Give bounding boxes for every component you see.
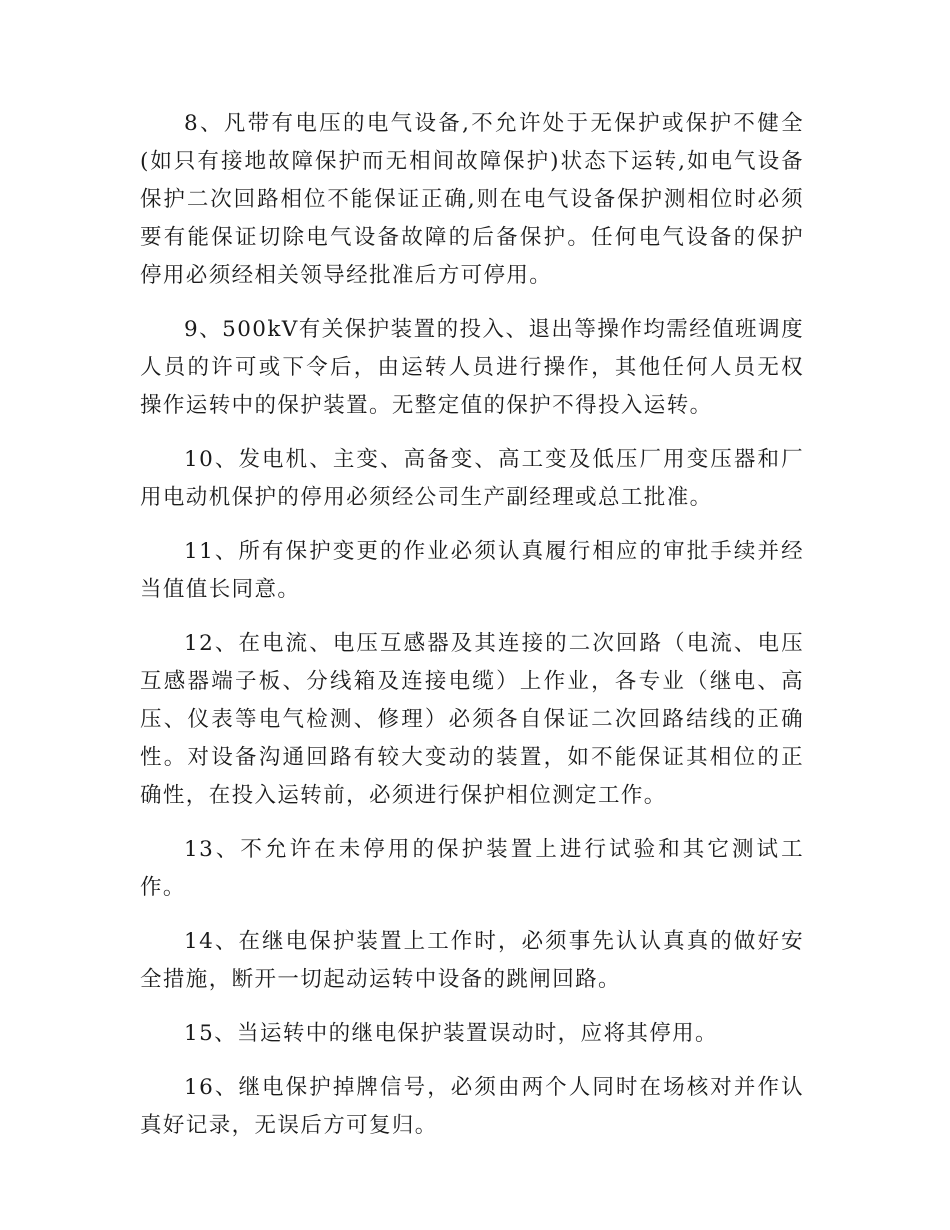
- paragraph-item-14: 14、在继电保护装置上工作时，必须事先认认真真的做好安全措施，断开一切起动运转中设备的跳闸回路。: [140, 929, 804, 992]
- paragraph-item-16: 16、继电保护掉牌信号，必须由两个人同时在场核对并作认真好记录，无误后方可复归。: [140, 1075, 804, 1138]
- paragraph-item-10: 10、发电机、主变、高备变、高工变及低压厂用变压器和厂用电动机保护的停用必须经公司生产副经理或总工批准。: [140, 447, 804, 510]
- document-body: [140, 105, 804, 1161]
- paragraph-item-12: 12、在电流、电压互感器及其连接的二次回路（电流、电压互感器端子板、分线箱及连接电缆）上作业，各专业（继电、高压、仪表等电气检测、修理）必须各自保证二次回路结线的正确性。对设备沟通回路有较大变动的装置，如不能保证其相位的正确性，在投入运转前，必须进行保护相位测定工作。: [140, 631, 804, 808]
- paragraph-item-9: 9、500kV有关保护装置的投入、退出等操作均需经值班调度人员的许可或下令后，由运转人员进行操作，其他任何人员无权操作运转中的保护装置。无整定值的保护不得投入运转。: [140, 317, 804, 418]
- paragraph-item-11: 11、所有保护变更的作业必须认真履行相应的审批手续并经当值值长同意。: [140, 539, 804, 602]
- paragraph-item-13: 13、不允许在未停用的保护装置上进行试验和其它测试工作。: [140, 837, 804, 900]
- paragraph-item-8: 8、凡带有电压的电气设备,不允许处于无保护或保护不健全(如只有接地故障保护而无相间故障保护)状态下运转,如电气设备保护二次回路相位不能保证正确,则在电气设备保护测相位时必须要有能保证切除电气设备故障的后备保护。任何电气设备的保护停用必须经相关领导经批准后方可停用。: [140, 111, 804, 288]
- paragraph-item-15: 15、当运转中的继电保护装置误动时，应将其停用。: [184, 1021, 718, 1046]
